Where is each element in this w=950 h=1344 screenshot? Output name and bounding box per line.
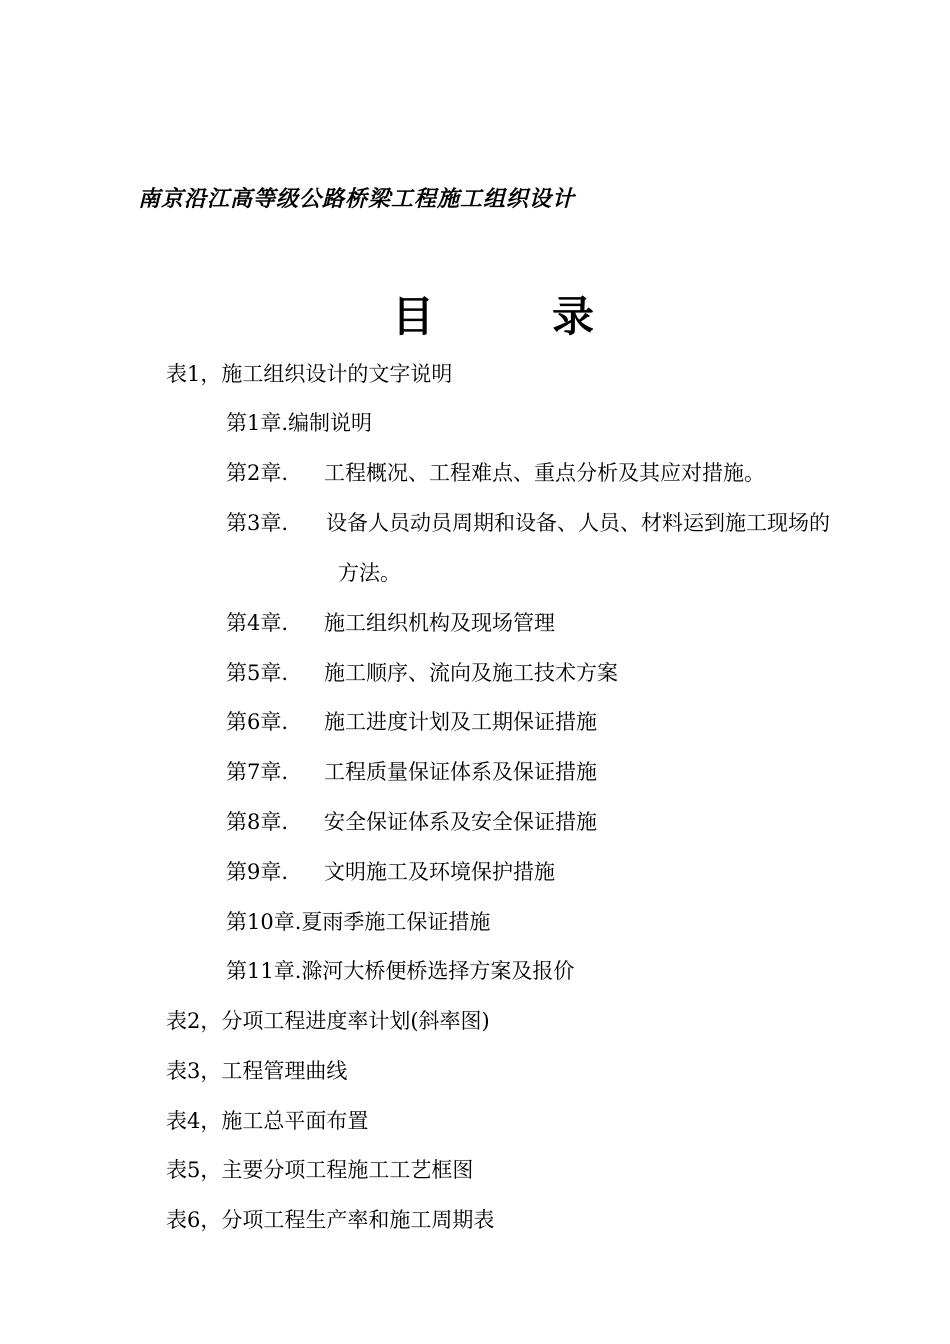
toc-heading-char-2: 录 <box>552 292 595 341</box>
chapter-number: 第8章. <box>226 810 289 834</box>
toc-entry-table-6: 表6，分项工程生产率和施工周期表 <box>166 1208 495 1232</box>
chapter-title: 工程质量保证体系及保证措施 <box>324 760 597 784</box>
chapter-number: 第4章. <box>226 611 289 635</box>
chapter-title: 滁河大桥便桥选择方案及报价 <box>301 959 575 983</box>
chapter-title: 施工进度计划及工期保证措施 <box>324 710 597 734</box>
chapter-number: 第2章. <box>226 461 289 485</box>
chapter-title: 夏雨季施工保证措施 <box>301 910 491 934</box>
chapter-number: 第9章. <box>226 860 289 884</box>
document-title: 南京沿江高等级公路桥梁工程施工组织设计 <box>138 186 576 212</box>
toc-entry-chapter-4 <box>226 609 555 637</box>
chapter-number: 第10章. <box>226 910 302 934</box>
chapter-title: 施工顺序、流向及施工技术方案 <box>324 661 618 685</box>
toc-entry-chapter-6 <box>226 708 597 736</box>
toc-entry-table-4: 表4，施工总平面布置 <box>166 1109 369 1133</box>
toc-entry-chapter-3-continuation: 方法。 <box>338 561 401 585</box>
toc-entry-chapter-2 <box>226 459 765 487</box>
toc-entry-chapter-10 <box>226 908 490 936</box>
toc-heading-char-1: 目 <box>392 292 435 341</box>
chapter-number: 第5章. <box>226 661 289 685</box>
toc-entry-table-3: 表3，工程管理曲线 <box>166 1059 348 1083</box>
toc-entry-table-2: 表2，分项工程进度率计划(斜率图) <box>166 1009 490 1033</box>
chapter-title: 安全保证体系及安全保证措施 <box>324 810 597 834</box>
chapter-number: 第3章. <box>226 511 289 535</box>
chapter-number: 第11章. <box>226 959 302 983</box>
toc-heading <box>392 284 594 344</box>
chapter-number: 第1章. <box>226 411 289 435</box>
chapter-number: 第6章. <box>226 710 289 734</box>
chapter-title: 设备人员动员周期和设备、人员、材料运到施工现场的 <box>326 511 830 535</box>
toc-entry-chapter-7 <box>226 758 597 786</box>
toc-entry-chapter-1 <box>226 409 372 437</box>
toc-entry-chapter-8 <box>226 808 597 836</box>
toc-entry-chapter-9 <box>226 858 555 886</box>
chapter-number: 第7章. <box>226 760 289 784</box>
toc-entry-chapter-5 <box>226 659 618 687</box>
chapter-title: 工程概况、工程难点、重点分析及其应对措施。 <box>324 461 765 485</box>
chapter-title: 编制说明 <box>288 411 373 435</box>
toc-entry-chapter-3 <box>226 509 830 537</box>
toc-entry-table-5: 表5，主要分项工程施工工艺框图 <box>166 1158 474 1182</box>
chapter-title: 施工组织机构及现场管理 <box>324 611 555 635</box>
toc-entry-table-1: 表1，施工组织设计的文字说明 <box>166 362 453 386</box>
chapter-title: 文明施工及环境保护措施 <box>324 860 555 884</box>
toc-entry-chapter-11 <box>226 957 574 985</box>
